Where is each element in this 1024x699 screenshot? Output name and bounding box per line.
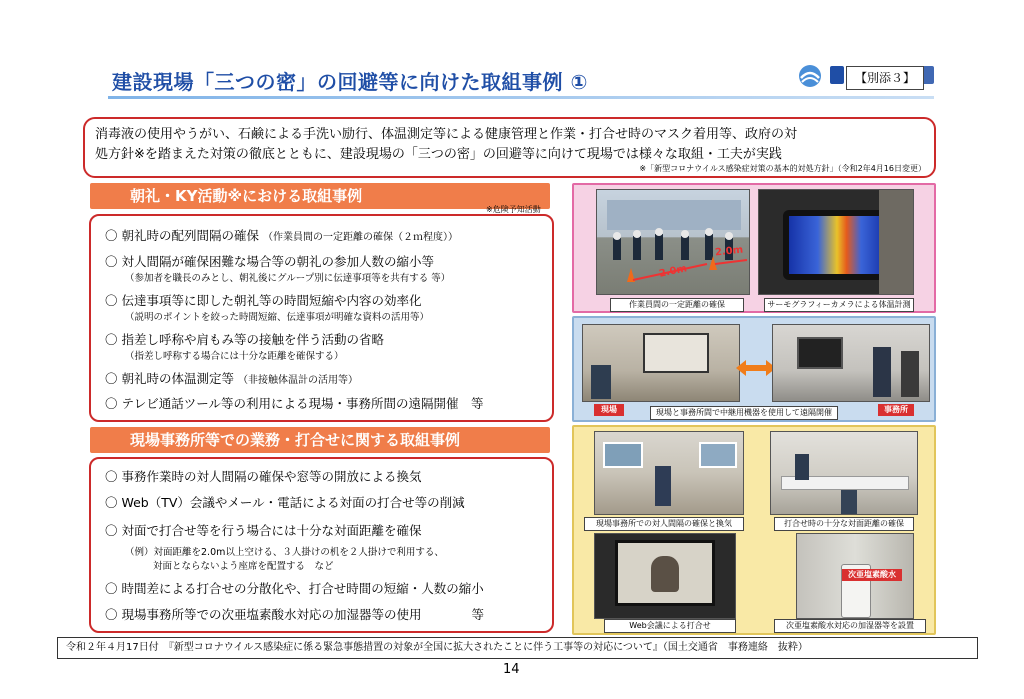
intro-line-1: 消毒液の使用やうがい、石鹸による手洗い励行、体温測定等による健康管理と作業・打合せ時のマスク着用等、政府の対: [95, 127, 798, 142]
list-item: 〇 朝礼時の配列間隔の確保 （作業員間の一定距離の確保（２ｍ程度））: [105, 228, 458, 243]
photo-panel-office: [572, 425, 936, 635]
caption-worker-distance: 作業員間の一定距離の確保: [610, 298, 744, 312]
photo-worker-spacing: [596, 189, 750, 295]
tag-site: 現場: [594, 404, 624, 416]
tag-hypochlorous-water: 次亜塩素酸水: [842, 569, 902, 581]
caption-thermography: サーモグラフィーカメラによる体温計測: [764, 298, 914, 312]
caption-meeting-distance: 打合せ時の十分な対面距離の確保: [774, 517, 914, 531]
photo-panel-remote: [572, 316, 936, 422]
list-item: 〇 対面で打合せ等を行う場合には十分な対面距離を確保: [105, 523, 422, 538]
mlit-logo-icon: [798, 64, 826, 88]
office-work-list: [89, 457, 554, 633]
list-item: 〇 伝達事項等に即した朝礼等の時間短縮や内容の効率化: [105, 293, 422, 308]
distance-label: 2.0m: [714, 244, 744, 259]
photo-office-meeting: [772, 324, 930, 402]
list-subitem: 対面とならないよう座席を配置する など: [153, 561, 334, 572]
footer-source: 令和２年４月17日付 『新型コロナウイルス感染症に係る緊急事態措置の対象が全国に拡大されたことに伴う工事等の対応について』（国土交通省 事務連絡 抜粋）: [57, 637, 978, 659]
list-subitem: （参加者を職長のみとし、朝礼後にグループ別に伝達事項等を共有する 等）: [125, 273, 451, 284]
list-subitem: （例）対面距離を2.0m以上空ける、３人掛けの机を２人掛けで利用する、: [125, 547, 444, 558]
double-arrow-icon: [736, 360, 776, 376]
caption-remote-meeting: 現場と事務所間で中継用機器を使用して遠隔開催: [650, 406, 838, 420]
list-item: 〇 時間差による打合せの分散化や、打合せ時間の短縮・人数の縮小: [105, 581, 484, 596]
list-subitem: （指差し呼称する場合には十分な距離を確保する）: [125, 351, 344, 362]
intro-box: [83, 117, 936, 178]
photo-office-spacing: [594, 431, 744, 515]
logo-mark: [830, 66, 844, 84]
section-header-morning-meeting: 朝礼・KY活動※における取組事例: [90, 183, 550, 209]
list-item: 〇 指差し呼称や肩もみ等の接触を伴う活動の省略: [105, 332, 384, 347]
photo-panel-morning: [572, 183, 936, 313]
list-item: 〇 テレビ通話ツール等の利用による現場・事務所間の遠隔開催 等: [105, 396, 484, 411]
list-item: 〇 Web（TV）会議やメール・電話による対面の打合せ等の削減: [105, 495, 465, 510]
intro-footnote: ※「新型コロナウイルス感染症対策の基本的対処方針」（令和2年4月16日変更）: [639, 164, 926, 173]
kyt-footnote: ※危険予知活動: [486, 205, 541, 214]
morning-meeting-list: [89, 214, 554, 422]
list-item: 〇 現場事務所等での次亜塩素酸水対応の加湿器等の使用 等: [105, 607, 484, 622]
photo-thermography: [758, 189, 914, 295]
section-header-office-work: 現場事務所等での業務・打合せに関する取組事例: [90, 427, 550, 453]
caption-web-meeting: Web会議による打合せ: [604, 619, 736, 633]
photo-site-meeting: [582, 324, 740, 402]
list-item: 〇 朝礼時の体温測定等 （非接触体温計の活用等）: [105, 371, 358, 386]
attachment-badge: 【別添３】: [846, 66, 924, 90]
list-item: 〇 事務作業時の対人間隔の確保や窓等の開放による換気: [105, 469, 422, 484]
page-number: 14: [503, 662, 520, 677]
tag-office: 事務所: [878, 404, 914, 416]
list-item: 〇 対人間隔が確保困難な場合等の朝礼の参加人数の縮小等: [105, 254, 434, 269]
caption-office-spacing: 現場事務所での対人間隔の確保と換気: [584, 517, 744, 531]
intro-line-2: 処方針※を踏まえた対策の徹底とともに、建設現場の「三つの密」の回避等に向けて現場では様々な取組・工夫が実践: [95, 147, 782, 162]
photo-web-meeting: [594, 533, 736, 619]
caption-humidifier: 次亜塩素酸水対応の加湿器等を設置: [774, 619, 926, 633]
distance-label: 2.0m: [658, 263, 688, 280]
page-title: 建設現場「三つの密」の回避等に向けた取組事例 ①: [112, 70, 588, 94]
list-subitem: （説明のポイントを絞った時間短縮、伝達事項が明確な資料の活用等）: [125, 312, 430, 323]
title-underline: [108, 96, 934, 99]
photo-meeting-distance: [770, 431, 918, 515]
